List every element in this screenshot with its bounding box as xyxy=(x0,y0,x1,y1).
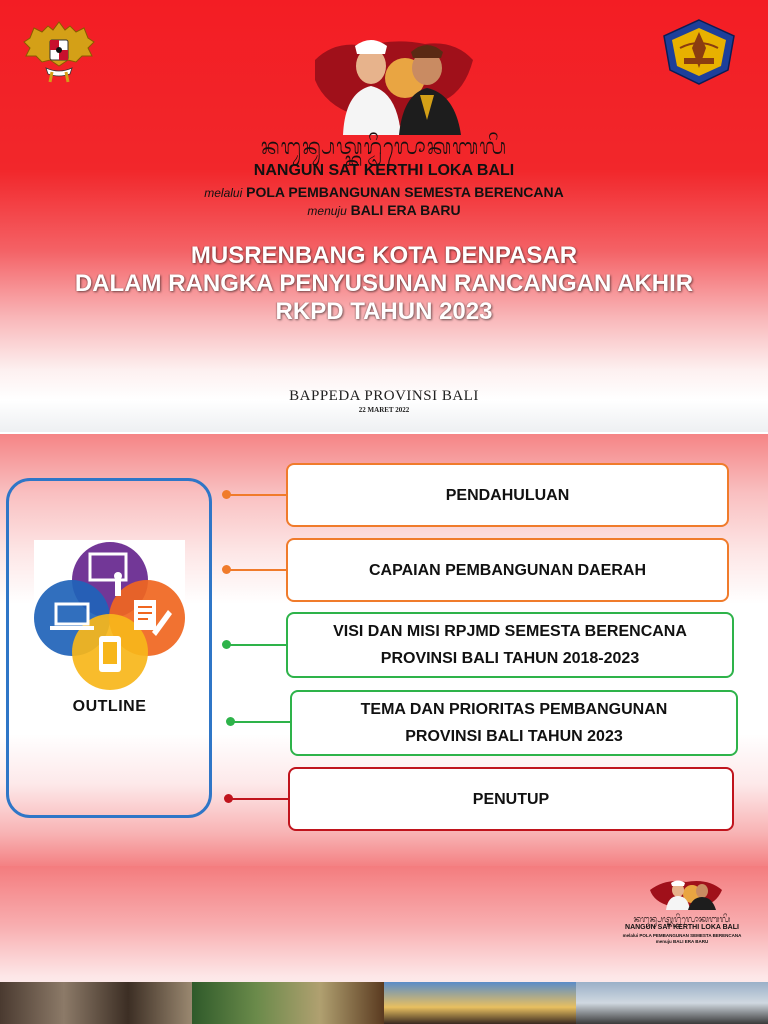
outline-label: OUTLINE xyxy=(72,698,147,715)
gwk-statue-photo xyxy=(576,982,768,1024)
footer-tagline-logo xyxy=(612,872,752,944)
outline-venn-icon xyxy=(34,540,185,691)
connector-line xyxy=(228,494,286,496)
outline-item-visi-misi[interactable] xyxy=(286,612,734,678)
temple-forest-photo xyxy=(192,982,384,1024)
connector-line xyxy=(228,644,286,646)
tagline-pola xyxy=(0,184,768,200)
closing-slide xyxy=(0,866,768,1024)
footer-tagline-era: menuju BALI ERA BARU xyxy=(655,939,709,944)
tagline-menuju: menuju xyxy=(307,204,347,218)
title-line-2: DALAM RANGKA PENYUSUNAN RANCANGAN AKHIR xyxy=(74,270,694,297)
outline-item-label: CAPAIAN PEMBANGUNAN DAERAH xyxy=(368,561,647,579)
tagline-era xyxy=(0,202,768,218)
bali-photo-strip xyxy=(0,982,768,1024)
footer-tagline-main: NANGUN SAT KERTHI LOKA BALI xyxy=(625,924,739,931)
outline-item-label-line-2: PROVINSI BALI TAHUN 2023 xyxy=(405,728,623,745)
connector-line xyxy=(232,721,290,723)
outline-item-label: PENDAHULUAN xyxy=(445,486,570,504)
outline-item-label-line-2: PROVINSI BALI TAHUN 2018-2023 xyxy=(380,650,640,667)
outline-item-label xyxy=(361,696,668,750)
tagline-era-text: BALI ERA BARU xyxy=(350,202,461,218)
outline-slide xyxy=(0,434,768,866)
outline-item-label xyxy=(333,618,687,672)
governor-vice-governor-photo-small xyxy=(646,874,726,910)
garuda-pancasila-emblem xyxy=(20,16,98,86)
outline-item-penutup[interactable] xyxy=(288,767,734,831)
connector-line xyxy=(230,798,288,800)
slide-title xyxy=(0,242,768,326)
title-line-3: RKPD TAHUN 2023 xyxy=(275,298,493,325)
title-line-1: MUSRENBANG KOTA DENPASAR xyxy=(190,242,578,269)
outline-item-label-line-1: VISI DAN MISI RPJMD SEMESTA BERENCANA xyxy=(333,623,687,640)
outline-item-label-line-1: TEMA DAN PRIORITAS PEMBANGUNAN xyxy=(360,701,668,718)
outline-item-label: PENUTUP xyxy=(472,790,550,808)
barong-dancers-photo xyxy=(0,982,192,1024)
outline-item-tema-prioritas[interactable] xyxy=(290,690,738,756)
governor-vice-governor-photo xyxy=(305,20,480,135)
tagline-melalui: melalui xyxy=(204,186,243,200)
connector-line xyxy=(228,569,286,571)
outline-item-capaian[interactable] xyxy=(286,538,729,602)
pagoda-sunset-photo xyxy=(384,982,576,1024)
bali-province-logo xyxy=(660,18,738,86)
footer-balinese-script: ᬦᬗᬸᬦ᭄ᬲᬢ᭄ᬓᬭ᭄ᬣᬶᬮᭀᬓᬩᬮᬶ xyxy=(633,915,731,925)
footer-tagline-sub: melalui POLA PEMBANGUNAN SEMESTA BERENCANA xyxy=(622,933,742,938)
organization-name: BAPPEDA PROVINSI BALI xyxy=(289,388,479,404)
outline-item-pendahuluan[interactable] xyxy=(286,463,729,527)
presentation-date: 22 MARET 2022 xyxy=(358,406,410,414)
title-slide xyxy=(0,0,768,432)
tagline-pola-text: POLA PEMBANGUNAN SEMESTA BERENCANA xyxy=(246,184,564,200)
tagline-main: NANGUN SAT KERTHI LOKA BALI xyxy=(253,162,515,179)
balinese-script-tagline: ᬦᬗᬸᬦ᭄ᬲᬢ᭄ᬓᬭ᭄ᬣᬶᬮᭀᬓᬩᬮᬶ xyxy=(260,135,508,160)
